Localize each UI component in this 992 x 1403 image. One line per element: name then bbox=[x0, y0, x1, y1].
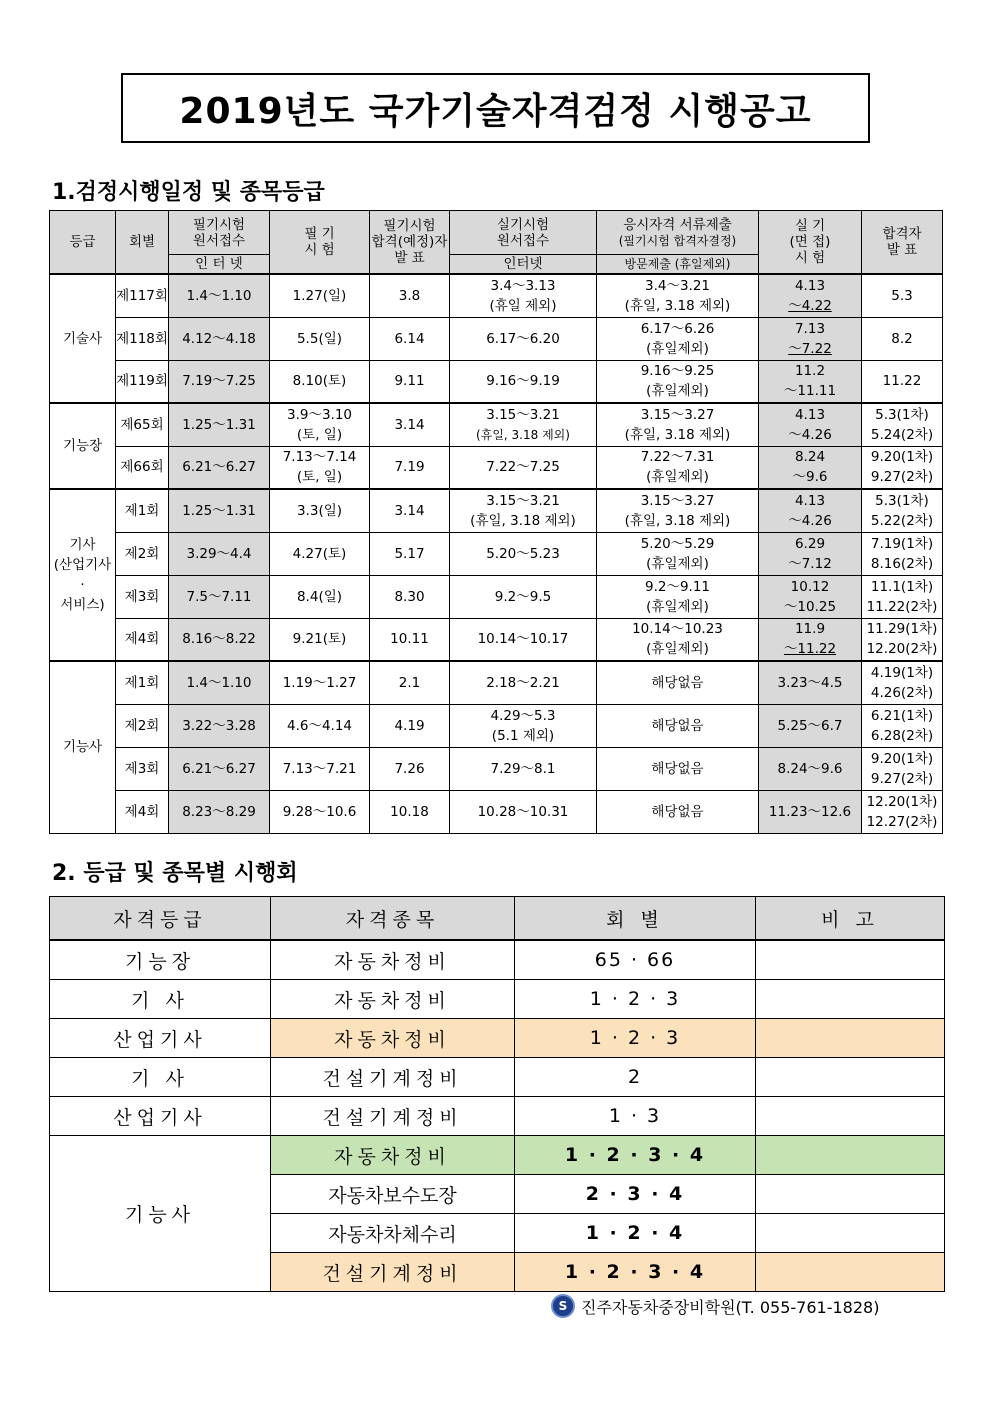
grade-cell: 산업기사 bbox=[50, 1019, 271, 1058]
rounds-cell: 1 · 2 · 3 · 4 bbox=[515, 1253, 756, 1292]
note-cell bbox=[756, 1175, 945, 1214]
header-grade: 등급 bbox=[50, 211, 116, 275]
docs-cell: 3.15～3.27 (휴일, 3.18 제외) bbox=[597, 489, 759, 532]
table-row bbox=[50, 446, 943, 489]
table-row bbox=[50, 274, 943, 317]
table-row bbox=[50, 704, 943, 747]
written-cell: 7.13～7.14 (토, 일) bbox=[270, 446, 370, 489]
final-cell: 11.1(1차) 11.22(2차) bbox=[862, 575, 943, 618]
apply-cell: 4.12～4.18 bbox=[169, 317, 270, 360]
subject-cell: 자동차정비 bbox=[271, 1136, 515, 1175]
rounds-cell: 1 · 2 · 3 · 4 bbox=[515, 1136, 756, 1175]
apply-cell: 8.16～8.22 bbox=[169, 618, 270, 661]
table-row bbox=[50, 618, 943, 661]
rounds-cell: 2 · 3 · 4 bbox=[515, 1175, 756, 1214]
docs-cell: 7.22～7.31 (휴일제외) bbox=[597, 446, 759, 489]
header-practical-exam: 실 기 (면 접) 시 험 bbox=[759, 211, 862, 275]
rounds-cell: 1 · 3 bbox=[515, 1097, 756, 1136]
round-cell: 제2회 bbox=[116, 532, 169, 575]
table-row bbox=[50, 980, 945, 1019]
apply-cell: 6.21～6.27 bbox=[169, 747, 270, 790]
header-docs: 응시자격 서류제출 (필기시험 합격자결정) bbox=[597, 211, 759, 255]
written-cell: 1.19～1.27 bbox=[270, 661, 370, 704]
final-cell: 8.2 bbox=[862, 317, 943, 360]
final-cell: 5.3(1차) 5.24(2차) bbox=[862, 403, 943, 446]
practical-apply-cell: 7.29～8.1 bbox=[450, 747, 597, 790]
written-cell: 4.27(토) bbox=[270, 532, 370, 575]
practical-apply-cell: 3.15～3.21 (휴일, 3.18 제외) bbox=[450, 403, 597, 446]
final-cell: 11.22 bbox=[862, 360, 943, 403]
practical-exam-cell: 7.13 ～7.22 bbox=[759, 317, 862, 360]
table-row bbox=[50, 1136, 945, 1175]
practical-apply-cell: 9.16～9.19 bbox=[450, 360, 597, 403]
document-title: 2019년도 국가기술자격검정 시행공고 bbox=[121, 73, 870, 143]
table-row bbox=[50, 940, 945, 980]
section1-heading: 1.검정시행일정 및 종목등급 bbox=[52, 180, 325, 205]
docs-cell: 5.20～5.29 (휴일제외) bbox=[597, 532, 759, 575]
round-cell: 제3회 bbox=[116, 575, 169, 618]
grade-cell: 기능사 bbox=[50, 661, 116, 833]
apply-cell: 3.29～4.4 bbox=[169, 532, 270, 575]
practical-exam-cell: 11.2 ～11.11 bbox=[759, 360, 862, 403]
header-cert-grade: 자격등급 bbox=[50, 897, 271, 941]
note-cell bbox=[756, 1097, 945, 1136]
grade-cell: 기술사 bbox=[50, 274, 116, 403]
practical-apply-cell: 10.14～10.17 bbox=[450, 618, 597, 661]
note-cell bbox=[756, 1253, 945, 1292]
docs-cell: 해당없음 bbox=[597, 747, 759, 790]
final-cell: 9.20(1차) 9.27(2차) bbox=[862, 446, 943, 489]
practical-apply-cell: 4.29～5.3 (5.1 제외) bbox=[450, 704, 597, 747]
round-cell: 제1회 bbox=[116, 489, 169, 532]
docs-cell: 해당없음 bbox=[597, 790, 759, 833]
header-written-apply: 필기시험 원서접수 bbox=[169, 211, 270, 255]
table-row bbox=[50, 1058, 945, 1097]
written-cell: 1.27(일) bbox=[270, 274, 370, 317]
result-cell: 3.14 bbox=[370, 489, 450, 532]
table-header-row bbox=[50, 897, 945, 941]
round-cell: 제2회 bbox=[116, 704, 169, 747]
result-cell: 7.19 bbox=[370, 446, 450, 489]
round-cell: 제4회 bbox=[116, 618, 169, 661]
result-cell: 3.14 bbox=[370, 403, 450, 446]
table-row bbox=[50, 1097, 945, 1136]
schedule-table bbox=[49, 210, 943, 834]
written-cell: 9.21(토) bbox=[270, 618, 370, 661]
table-row bbox=[50, 403, 943, 446]
apply-cell: 1.4～1.10 bbox=[169, 661, 270, 704]
written-cell: 7.13～7.21 bbox=[270, 747, 370, 790]
note-cell bbox=[756, 1058, 945, 1097]
final-cell: 11.29(1차) 12.20(2차) bbox=[862, 618, 943, 661]
apply-cell: 8.23～8.29 bbox=[169, 790, 270, 833]
table-row bbox=[50, 1019, 945, 1058]
subject-cell: 건설기계정비 bbox=[271, 1097, 515, 1136]
apply-cell: 1.4～1.10 bbox=[169, 274, 270, 317]
practical-exam-cell: 5.25～6.7 bbox=[759, 704, 862, 747]
result-cell: 10.11 bbox=[370, 618, 450, 661]
header-docs-sub: 방문제출 (휴일제외) bbox=[597, 255, 759, 275]
apply-cell: 7.19～7.25 bbox=[169, 360, 270, 403]
written-cell: 4.6～4.14 bbox=[270, 704, 370, 747]
note-cell bbox=[756, 1136, 945, 1175]
result-cell: 10.18 bbox=[370, 790, 450, 833]
round-cell: 제119회 bbox=[116, 360, 169, 403]
footer-contact: 진주자동차중장비학원(T. 055-761-1828) bbox=[581, 1297, 880, 1317]
grade-cell: 기 사 bbox=[50, 980, 271, 1019]
practical-exam-cell: 10.12 ～10.25 bbox=[759, 575, 862, 618]
docs-cell: 9.16～9.25 (휴일제외) bbox=[597, 360, 759, 403]
practical-exam-cell: 4.13 ～4.22 bbox=[759, 274, 862, 317]
subject-cell: 자동차정비 bbox=[271, 1019, 515, 1058]
final-cell: 6.21(1차) 6.28(2차) bbox=[862, 704, 943, 747]
result-cell: 4.19 bbox=[370, 704, 450, 747]
grade-cell: 기사 (산업기사 · 서비스) bbox=[50, 489, 116, 661]
docs-cell: 9.2～9.11 (휴일제외) bbox=[597, 575, 759, 618]
practical-exam-cell: 4.13 ～4.26 bbox=[759, 489, 862, 532]
header-written-result: 필기시험 합격(예정)자 발 표 bbox=[370, 211, 450, 275]
practical-apply-cell: 10.28～10.31 bbox=[450, 790, 597, 833]
written-cell: 8.4(일) bbox=[270, 575, 370, 618]
subject-cell: 자동차정비 bbox=[271, 940, 515, 980]
academy-logo-icon: S bbox=[551, 1294, 575, 1318]
practical-apply-cell: 9.2～9.5 bbox=[450, 575, 597, 618]
grade-cell: 기 사 bbox=[50, 1058, 271, 1097]
result-cell: 5.17 bbox=[370, 532, 450, 575]
table-row bbox=[50, 575, 943, 618]
header-rounds: 회 별 bbox=[515, 897, 756, 941]
header-round: 회별 bbox=[116, 211, 169, 275]
table-row bbox=[50, 747, 943, 790]
practical-exam-cell: 11.23～12.6 bbox=[759, 790, 862, 833]
note-cell bbox=[756, 1019, 945, 1058]
final-cell: 4.19(1차) 4.26(2차) bbox=[862, 661, 943, 704]
result-cell: 3.8 bbox=[370, 274, 450, 317]
table-row bbox=[50, 532, 943, 575]
apply-cell: 6.21～6.27 bbox=[169, 446, 270, 489]
round-cell: 제4회 bbox=[116, 790, 169, 833]
header-final: 합격자 발 표 bbox=[862, 211, 943, 275]
apply-cell: 1.25～1.31 bbox=[169, 489, 270, 532]
written-cell: 3.9～3.10 (토, 일) bbox=[270, 403, 370, 446]
result-cell: 9.11 bbox=[370, 360, 450, 403]
round-cell: 제1회 bbox=[116, 661, 169, 704]
subject-cell: 자동차보수도장 bbox=[271, 1175, 515, 1214]
footer bbox=[551, 1293, 879, 1319]
result-cell: 6.14 bbox=[370, 317, 450, 360]
practical-apply-cell: 5.20～5.23 bbox=[450, 532, 597, 575]
practical-exam-cell: 11.9 ～11.22 bbox=[759, 618, 862, 661]
apply-cell: 7.5～7.11 bbox=[169, 575, 270, 618]
table-row bbox=[50, 317, 943, 360]
written-cell: 5.5(일) bbox=[270, 317, 370, 360]
final-cell: 9.20(1차) 9.27(2차) bbox=[862, 747, 943, 790]
written-cell: 9.28～10.6 bbox=[270, 790, 370, 833]
grade-cell: 기능사 bbox=[50, 1136, 271, 1292]
practical-exam-cell: 8.24 ～9.6 bbox=[759, 446, 862, 489]
subject-cell: 자동차정비 bbox=[271, 980, 515, 1019]
docs-cell: 해당없음 bbox=[597, 704, 759, 747]
grade-cell: 기능장 bbox=[50, 940, 271, 980]
final-cell: 5.3 bbox=[862, 274, 943, 317]
docs-cell: 10.14～10.23 (휴일제외) bbox=[597, 618, 759, 661]
written-cell: 8.10(토) bbox=[270, 360, 370, 403]
practical-apply-cell: 6.17～6.20 bbox=[450, 317, 597, 360]
round-cell: 제118회 bbox=[116, 317, 169, 360]
header-note: 비 고 bbox=[756, 897, 945, 941]
header-practical-apply: 실기시험 원서접수 bbox=[450, 211, 597, 255]
practical-apply-cell: 2.18～2.21 bbox=[450, 661, 597, 704]
rounds-cell: 65 · 66 bbox=[515, 940, 756, 980]
grade-cell: 산업기사 bbox=[50, 1097, 271, 1136]
subject-cell: 자동차차체수리 bbox=[271, 1214, 515, 1253]
round-cell: 제66회 bbox=[116, 446, 169, 489]
practical-exam-cell: 8.24～9.6 bbox=[759, 747, 862, 790]
final-cell: 12.20(1차) 12.27(2차) bbox=[862, 790, 943, 833]
table-row bbox=[50, 790, 943, 833]
final-cell: 5.3(1차) 5.22(2차) bbox=[862, 489, 943, 532]
round-cell: 제117회 bbox=[116, 274, 169, 317]
table-row bbox=[50, 489, 943, 532]
rounds-cell: 1 · 2 · 4 bbox=[515, 1214, 756, 1253]
section2-heading: 2. 등급 및 종목별 시행회 bbox=[52, 861, 298, 886]
note-cell bbox=[756, 940, 945, 980]
rounds-cell: 1 · 2 · 3 bbox=[515, 1019, 756, 1058]
written-cell: 3.3(일) bbox=[270, 489, 370, 532]
apply-cell: 3.22～3.28 bbox=[169, 704, 270, 747]
rounds-cell: 2 bbox=[515, 1058, 756, 1097]
table-row bbox=[50, 360, 943, 403]
practical-apply-cell: 7.22～7.25 bbox=[450, 446, 597, 489]
rounds-cell: 1 · 2 · 3 bbox=[515, 980, 756, 1019]
round-cell: 제65회 bbox=[116, 403, 169, 446]
docs-cell: 3.4～3.21 (휴일, 3.18 제외) bbox=[597, 274, 759, 317]
note-cell bbox=[756, 1214, 945, 1253]
note-cell bbox=[756, 980, 945, 1019]
class-table bbox=[49, 896, 945, 1292]
header-written-apply-sub: 인 터 넷 bbox=[169, 255, 270, 275]
docs-cell: 해당없음 bbox=[597, 661, 759, 704]
practical-exam-cell: 6.29 ～7.12 bbox=[759, 532, 862, 575]
result-cell: 8.30 bbox=[370, 575, 450, 618]
table-row bbox=[50, 661, 943, 704]
header-practical-apply-sub: 인터넷 bbox=[450, 255, 597, 275]
result-cell: 7.26 bbox=[370, 747, 450, 790]
result-cell: 2.1 bbox=[370, 661, 450, 704]
final-cell: 7.19(1차) 8.16(2차) bbox=[862, 532, 943, 575]
grade-cell: 기능장 bbox=[50, 403, 116, 489]
practical-exam-cell: 3.23～4.5 bbox=[759, 661, 862, 704]
subject-cell: 건설기계정비 bbox=[271, 1253, 515, 1292]
practical-apply-cell: 3.15～3.21 (휴일, 3.18 제외) bbox=[450, 489, 597, 532]
apply-cell: 1.25～1.31 bbox=[169, 403, 270, 446]
docs-cell: 6.17～6.26 (휴일제외) bbox=[597, 317, 759, 360]
subject-cell: 건설기계정비 bbox=[271, 1058, 515, 1097]
docs-cell: 3.15～3.27 (휴일, 3.18 제외) bbox=[597, 403, 759, 446]
header-cert-subject: 자격종목 bbox=[271, 897, 515, 941]
practical-exam-cell: 4.13 ～4.26 bbox=[759, 403, 862, 446]
practical-apply-cell: 3.4～3.13 (휴일 제외) bbox=[450, 274, 597, 317]
header-written-exam: 필 기 시 험 bbox=[270, 211, 370, 275]
round-cell: 제3회 bbox=[116, 747, 169, 790]
